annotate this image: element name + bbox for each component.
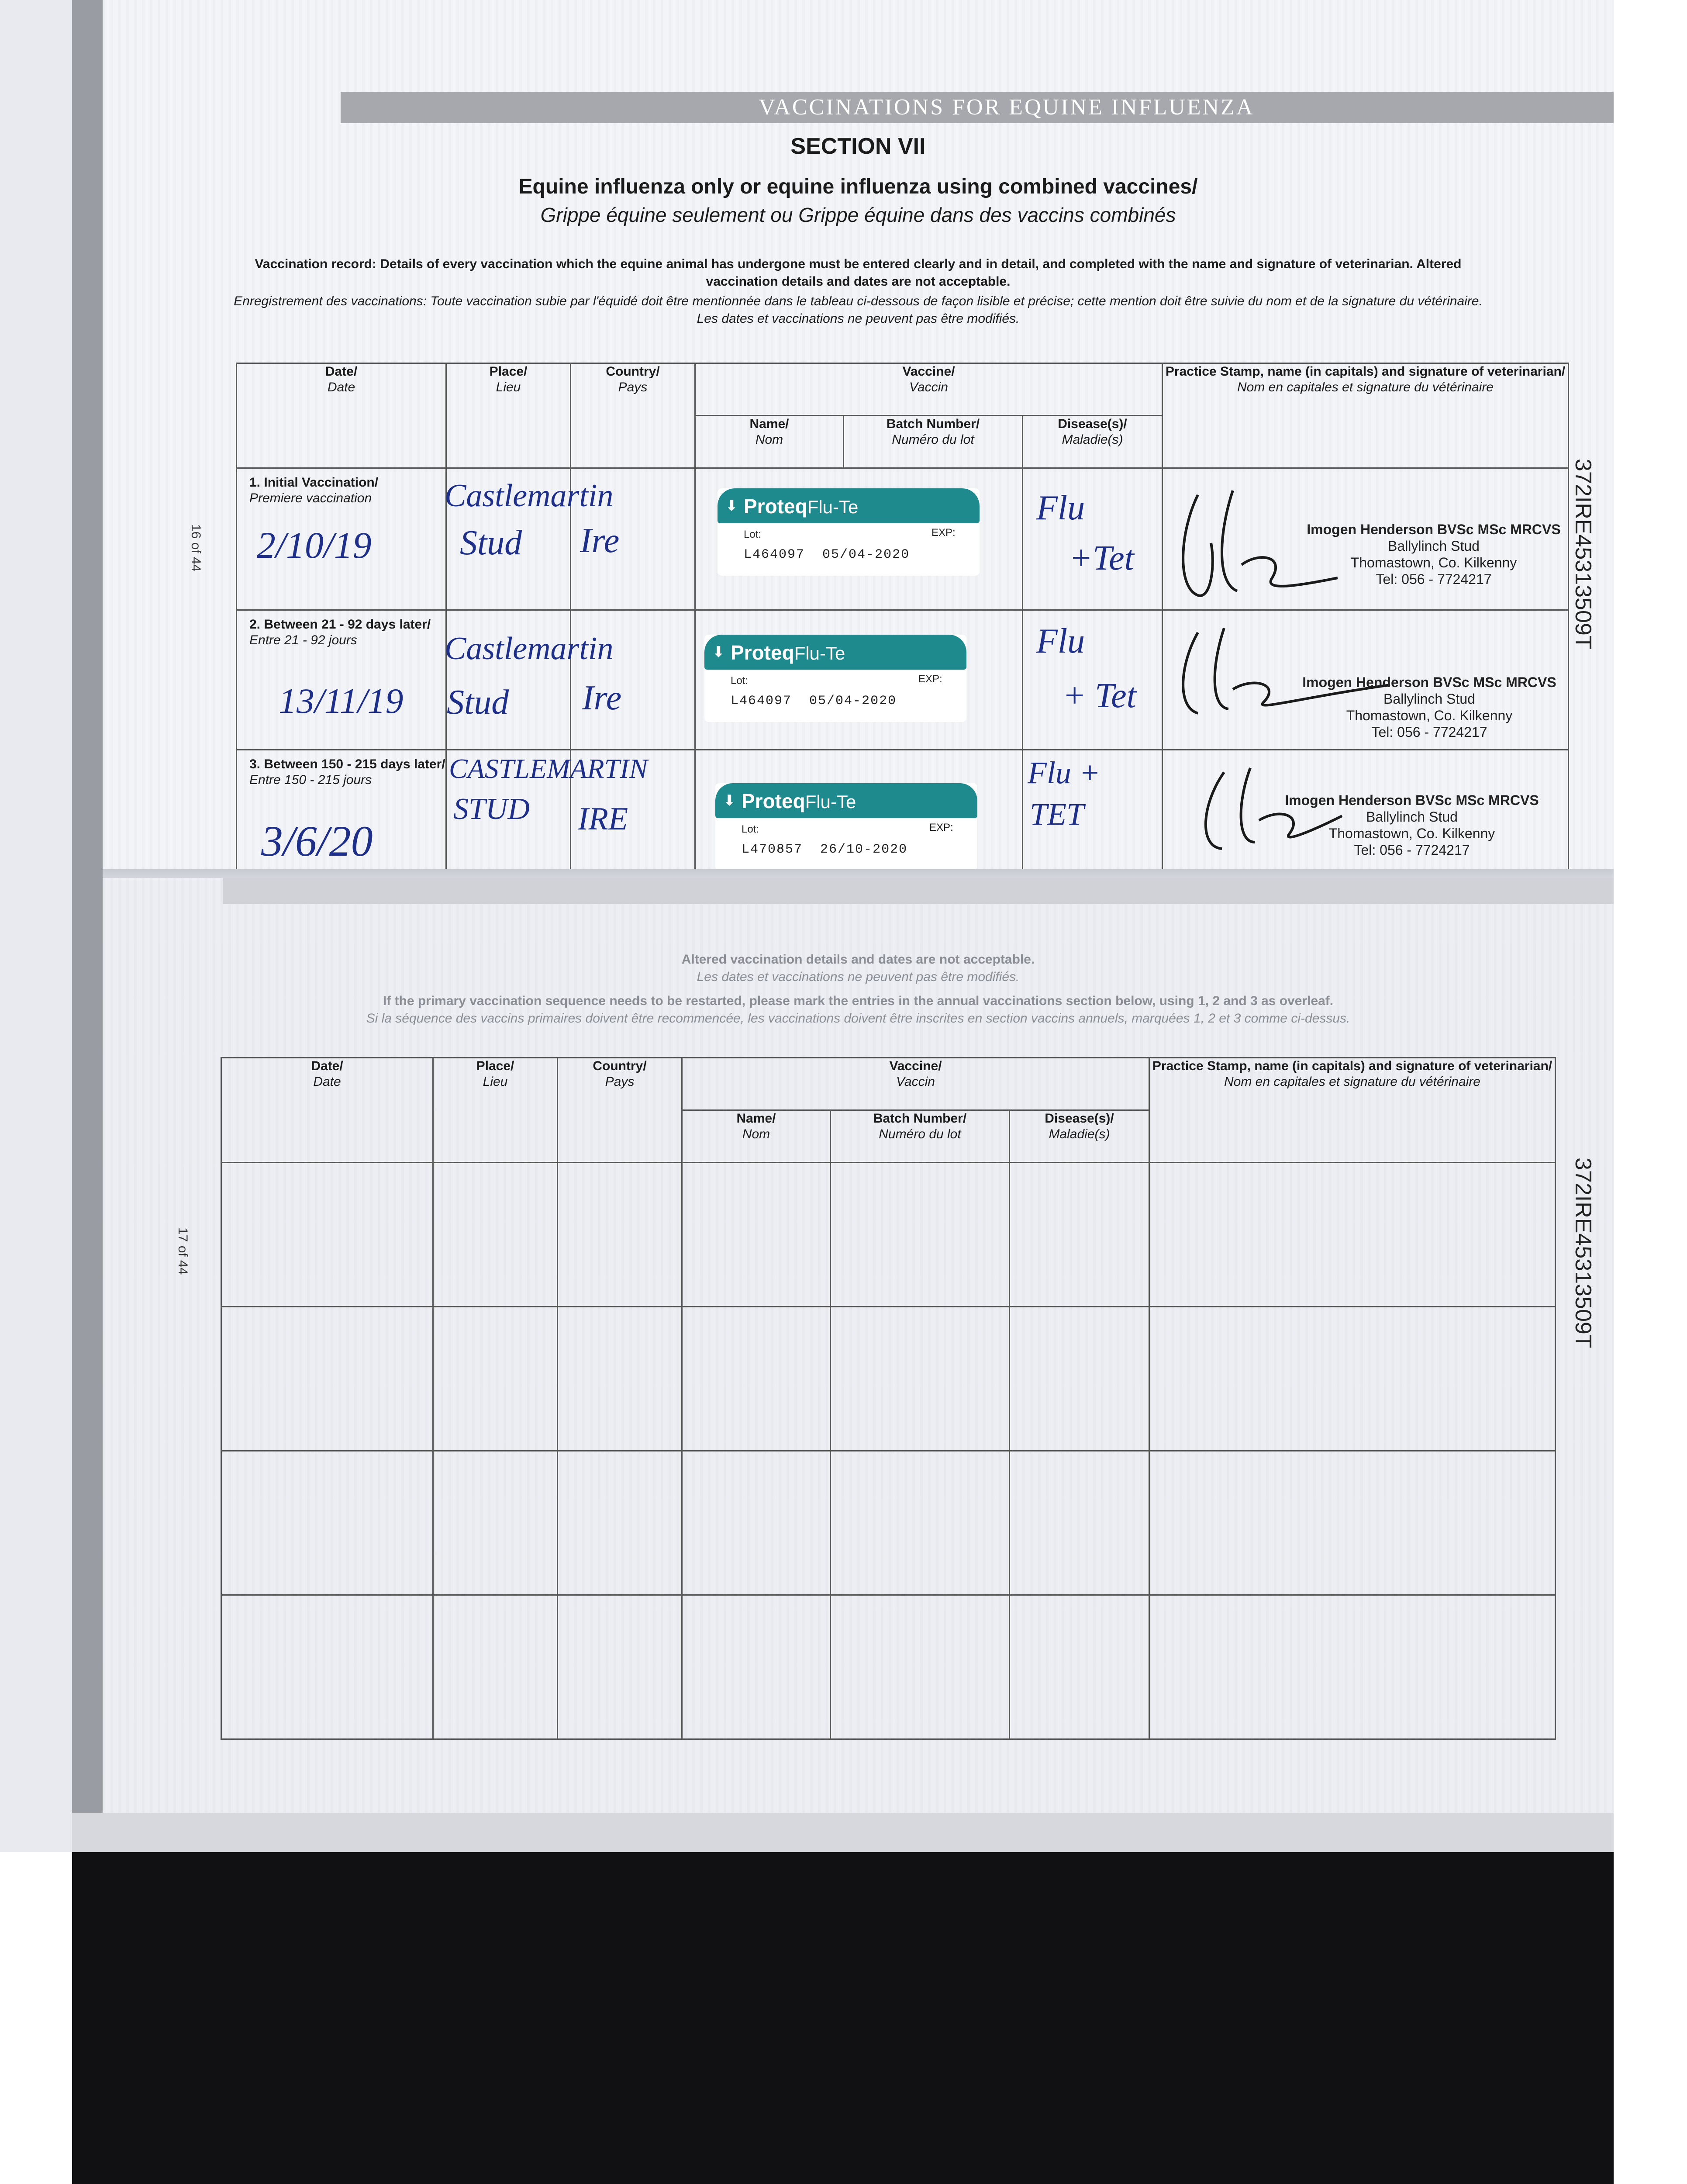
country-handwritten: Ire: [580, 522, 620, 560]
blank-cell: [558, 1595, 682, 1739]
blank-cell: [558, 1451, 682, 1595]
vaccination-table-blank: [221, 1057, 1556, 1740]
date-handwritten: 13/11/19: [279, 681, 404, 721]
row-label: 1. Initial Vaccination/ Premiere vaccination: [249, 475, 379, 505]
row-country-cell: [571, 750, 695, 878]
page-number: 17 of 44: [176, 1227, 190, 1275]
blank-cell: [831, 1163, 1010, 1307]
faint-line: Altered vaccination details and dates are not acceptable.: [681, 952, 1035, 967]
blank-cell: [221, 1595, 433, 1739]
page-number: 16 of 44: [189, 524, 203, 572]
table-row: [221, 1163, 1556, 1307]
blank-cell: [682, 1307, 831, 1451]
header-vaccine-name: Name/ Nom: [682, 1110, 831, 1163]
place-handwritten: Stud: [447, 683, 509, 722]
blank-cell: [433, 1307, 558, 1451]
blank-cell: [1149, 1307, 1556, 1451]
blank-cell: [682, 1163, 831, 1307]
row-date-cell: [237, 468, 446, 610]
blank-cell: [1149, 1163, 1556, 1307]
lot-and-expiry: L470857 26/10-2020: [742, 842, 908, 857]
faint-line: Les dates et vaccinations ne peuvent pas être modifiés.: [697, 970, 1020, 984]
disease-handwritten: +Tet: [1069, 539, 1134, 577]
faint-line: If the primary vaccination sequence needs to be restarted, please mark the entries in the annual vaccinations section below, using 1, 2 and 3 as overleaf.: [383, 994, 1334, 1008]
drop-icon: ⬇: [723, 792, 736, 809]
header-practice-stamp: Practice Stamp, name (in capitals) and signature of veterinarian/ Nom en capitales et signature du vétérinaire: [1149, 1058, 1556, 1163]
blank-cell: [831, 1451, 1010, 1595]
vaccine-brand: ProteqFlu-Te: [742, 790, 856, 812]
scanner-background: [72, 1852, 1614, 2184]
table-row: [237, 468, 1569, 610]
vaccine-sticker: [718, 488, 980, 576]
vaccine-sticker: [715, 783, 977, 871]
place-handwritten: Castlemartin: [445, 478, 614, 514]
blank-cell: [1149, 1451, 1556, 1595]
header-batch-number: Batch Number/ Numéro du lot: [831, 1110, 1010, 1163]
section-title: SECTION VII: [790, 134, 926, 159]
blank-cell: [831, 1595, 1010, 1739]
practice-stamp: Imogen Henderson BVSc MSc MRCVS Ballylinch Stud Thomastown, Co. Kilkenny Tel: 056 - 7724217: [1307, 522, 1561, 587]
exp-label: EXP:: [931, 527, 956, 539]
blank-cell: [1010, 1595, 1149, 1739]
subtitle-french: Grippe équine seulement ou Grippe équine dans des vaccins combinés: [540, 204, 1176, 226]
blank-cell: [221, 1163, 433, 1307]
vaccine-brand: ProteqFlu-Te: [744, 495, 859, 518]
row-disease-cell: [1023, 610, 1163, 750]
disease-handwritten: TET: [1030, 797, 1084, 832]
lot-label: Lot:: [731, 675, 749, 687]
row-label: 2. Between 21 - 92 days later/ Entre 21 - 92 jours: [249, 617, 431, 647]
header-vaccine: Vaccine/ Vaccin: [695, 363, 1163, 416]
row-vaccine-cell: [695, 750, 1023, 878]
place-handwritten: CASTLEMARTIN: [449, 753, 648, 784]
blank-cell: [1010, 1451, 1149, 1595]
table-row: [237, 750, 1569, 878]
row-date-cell: [237, 610, 446, 750]
lot-label: Lot:: [744, 529, 762, 540]
booklet-page-edge: [72, 1813, 1614, 1852]
blank-cell: [682, 1451, 831, 1595]
faint-line: Si la séquence des vaccins primaires doivent être recommencée, les vaccinations doivent être inscrites en section vaccins annuels, marquées 1, 2 et 3 comme ci-dessus.: [366, 1011, 1350, 1026]
disease-handwritten: Flu +: [1028, 755, 1101, 790]
blank-cell: [1149, 1595, 1556, 1739]
disease-handwritten: Flu: [1036, 622, 1085, 660]
row-stamp-cell: [1163, 610, 1569, 750]
blank-cell: [1010, 1307, 1149, 1451]
drop-icon: ⬇: [725, 498, 738, 514]
disease-handwritten: Flu: [1036, 489, 1085, 527]
row-disease-cell: [1023, 468, 1163, 610]
date-handwritten: 2/10/19: [257, 524, 372, 566]
header-place: Place/ Lieu: [433, 1058, 558, 1163]
header-practice-stamp: Practice Stamp, name (in capitals) and signature of veterinarian/ Nom en capitales et signature du vétérinaire: [1163, 363, 1569, 468]
scan-margin: [0, 1852, 72, 2184]
page-17: [103, 878, 1614, 1839]
side-reference-number: 372IRE45313509T: [1570, 1158, 1596, 1348]
country-handwritten: Ire: [582, 679, 622, 717]
exp-label: EXP:: [918, 673, 942, 685]
row-disease-cell: [1023, 750, 1163, 878]
header-country: Country/ Pays: [571, 363, 695, 468]
header-batch-number: Batch Number/ Numéro du lot: [844, 416, 1023, 468]
row-label: 3. Between 150 - 215 days later/ Entre 150 - 215 jours: [249, 757, 445, 787]
place-handwritten: STUD: [453, 792, 530, 826]
header-country: Country/ Pays: [558, 1058, 682, 1163]
row-country-cell: [571, 468, 695, 610]
scanner-left-strip: [0, 0, 72, 1852]
side-reference-number: 372IRE45313509T: [1570, 459, 1596, 650]
place-handwritten: Castlemartin: [445, 631, 614, 667]
disease-handwritten: + Tet: [1063, 677, 1136, 715]
table-row: [221, 1451, 1556, 1595]
blank-cell: [831, 1307, 1010, 1451]
header-disease: Disease(s)/ Maladie(s): [1010, 1110, 1149, 1163]
blank-cell: [433, 1163, 558, 1307]
header-date: Date/ Date: [221, 1058, 433, 1163]
blank-cell: [558, 1163, 682, 1307]
lot-and-expiry: L464097 05/04-2020: [744, 547, 910, 562]
country-handwritten: IRE: [578, 801, 628, 837]
table-row: [221, 1595, 1556, 1739]
row-vaccine-cell: [695, 610, 1023, 750]
header-place: Place/ Lieu: [446, 363, 571, 468]
booklet-spine: [72, 0, 103, 1852]
blank-cell: [221, 1451, 433, 1595]
row-country-cell: [571, 610, 695, 750]
table-row: [221, 1307, 1556, 1451]
place-handwritten: Stud: [460, 524, 522, 562]
instruction-english: Vaccination record: Details of every vaccination which the equine animal has undergone must be entered clearly and in detail, and completed with the name and signature of veterinarian. Altered vaccination details and dates are not acceptable.: [255, 257, 1462, 289]
faint-banner: [223, 878, 1614, 904]
exp-label: EXP:: [929, 822, 953, 833]
row-stamp-cell: [1163, 750, 1569, 878]
subtitle-english: Equine influenza only or equine influenza using combined vaccines/: [518, 175, 1198, 198]
table-row: [237, 610, 1569, 750]
lot-label: Lot:: [742, 823, 759, 835]
vaccine-sticker: [704, 635, 966, 722]
instruction-french: Enregistrement des vaccinations: Toute vaccination subie par l'équidé doit être mentionnée dans le tableau ci-dessous de façon lisible et précise; cette mention doit être suivie du nom et de la signature du vétérinaire. Les dates et vaccinations ne peuvent pas être modifiés.: [234, 294, 1483, 326]
section-banner: VACCINATIONS FOR EQUINE INFLUENZA: [341, 92, 1614, 123]
row-vaccine-cell: [695, 468, 1023, 610]
vaccine-brand: ProteqFlu-Te: [731, 641, 845, 664]
blank-cell: [558, 1307, 682, 1451]
page-16: [103, 0, 1614, 878]
blank-cell: [682, 1595, 831, 1739]
blank-cell: [433, 1595, 558, 1739]
row-date-cell: [237, 750, 446, 878]
practice-stamp: Imogen Henderson BVSc MSc MRCVS Ballylinch Stud Thomastown, Co. Kilkenny Tel: 056 - 7724217: [1302, 674, 1556, 740]
header-disease: Disease(s)/ Maladie(s): [1023, 416, 1163, 468]
header-vaccine: Vaccine/ Vaccin: [682, 1058, 1149, 1110]
vaccination-table: [236, 363, 1569, 878]
blank-cell: [221, 1307, 433, 1451]
blank-cell: [433, 1451, 558, 1595]
practice-stamp: Imogen Henderson BVSc MSc MRCVS Ballylinch Stud Thomastown, Co. Kilkenny Tel: 056 - 7724217: [1285, 792, 1539, 858]
row-stamp-cell: [1163, 468, 1569, 610]
header-date: Date/ Date: [237, 363, 446, 468]
lot-and-expiry: L464097 05/04-2020: [731, 694, 897, 708]
drop-icon: ⬇: [712, 644, 725, 660]
date-handwritten: 3/6/20: [261, 817, 373, 865]
header-vaccine-name: Name/ Nom: [695, 416, 844, 468]
blank-cell: [1010, 1163, 1149, 1307]
